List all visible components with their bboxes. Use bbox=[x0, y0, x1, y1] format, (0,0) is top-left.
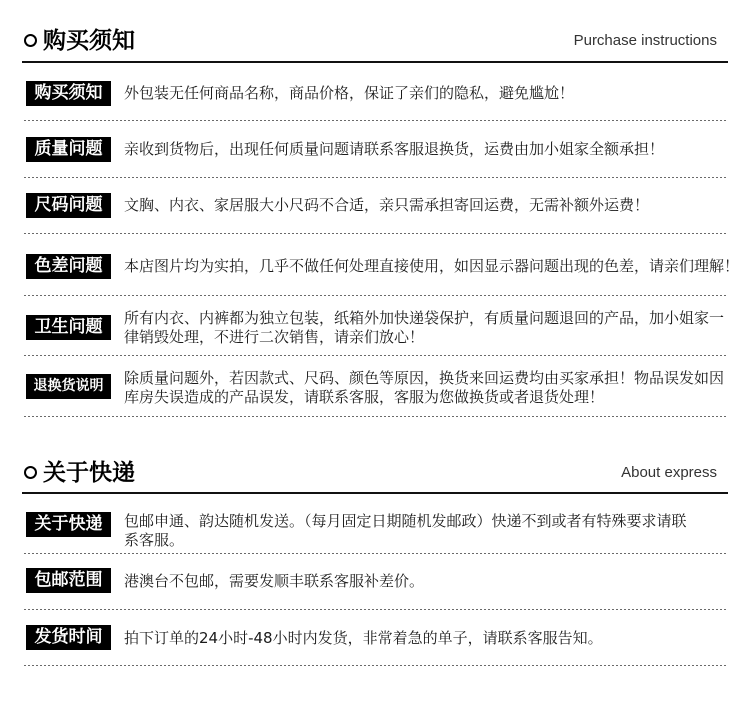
row-description bbox=[124, 512, 687, 550]
instruction-row bbox=[0, 568, 750, 590]
description-line: 律销毁处理，不进行二次销售，请亲们放心！ bbox=[124, 328, 425, 346]
description-line: 系客服。 bbox=[124, 531, 185, 549]
row-description bbox=[124, 196, 649, 215]
dotted-divider bbox=[24, 295, 728, 296]
instruction-row bbox=[0, 625, 750, 647]
description-line: 文胸、内衣、家居服大小尺码不合适，亲只需承担寄回运费，无需补额外运费！ bbox=[124, 196, 650, 214]
section-subtitle: About express bbox=[621, 464, 717, 481]
row-label: 关于快递 bbox=[26, 512, 111, 537]
row-label: 质量问题 bbox=[26, 137, 111, 162]
instruction-row bbox=[0, 193, 750, 215]
dotted-divider bbox=[24, 233, 728, 234]
instruction-row bbox=[0, 254, 750, 276]
section-title: 购买须知 bbox=[43, 28, 135, 54]
row-description bbox=[124, 369, 724, 407]
description-line: 外包装无任何商品名称，商品价格，保证了亲们的隐私，避免尴尬！ bbox=[124, 84, 575, 102]
instruction-row bbox=[0, 81, 750, 103]
row-description bbox=[124, 84, 574, 103]
instruction-row bbox=[0, 309, 750, 346]
instruction-row bbox=[0, 137, 750, 159]
row-label: 包邮范围 bbox=[26, 568, 111, 593]
description-line: 本店图片均为实拍，几乎不做任何处理直接使用，如因显示器问题出现的色差，请亲们理解！ bbox=[124, 257, 740, 275]
row-label: 卫生问题 bbox=[26, 315, 111, 340]
row-description bbox=[124, 257, 739, 276]
description-line: 亲收到货物后，出现任何质量问题请联系客服退换货，运费由加小姐家全额承担！ bbox=[124, 140, 665, 158]
dotted-divider bbox=[24, 416, 728, 417]
dotted-divider bbox=[24, 177, 728, 178]
circle-bullet-icon bbox=[24, 466, 37, 479]
dotted-divider bbox=[24, 355, 728, 356]
instruction-row bbox=[0, 369, 750, 406]
circle-bullet-icon bbox=[24, 34, 37, 47]
dotted-divider bbox=[24, 665, 728, 666]
dotted-divider bbox=[24, 609, 728, 610]
description-line: 所有内衣、内裤都为独立包装，纸箱外加快递袋保护，有质量问题退回的产品，加小姐家一 bbox=[124, 309, 725, 327]
description-line: 港澳台不包邮，需要发顺丰联系客服补差价。 bbox=[124, 572, 425, 590]
description-line: 除质量问题外，若因款式、尺码、颜色等原因，换货来回运费均由买家承担！物品误发如因 bbox=[124, 369, 725, 387]
row-description bbox=[124, 309, 724, 347]
description-line: 包邮申通、韵达随机发送。（每月固定日期随机发邮政）快递不到或者有特殊要求请联 bbox=[124, 512, 687, 530]
row-label: 尺码问题 bbox=[26, 193, 111, 218]
row-description bbox=[124, 572, 424, 591]
section-header-rule bbox=[22, 492, 728, 494]
row-label: 退换货说明 bbox=[26, 374, 111, 399]
row-description bbox=[124, 140, 664, 159]
row-description bbox=[124, 629, 603, 648]
section-subtitle: Purchase instructions bbox=[573, 32, 717, 49]
row-label: 色差问题 bbox=[26, 254, 111, 279]
dotted-divider bbox=[24, 553, 728, 554]
description-line: 库房失误造成的产品误发，请联系客服，客服为您做换货或者退货处理！ bbox=[124, 388, 605, 406]
row-label: 购买须知 bbox=[26, 81, 111, 106]
row-label: 发货时间 bbox=[26, 625, 111, 650]
description-line: 拍下订单的24小时-48小时内发货，非常着急的单子，请联系客服告知。 bbox=[124, 629, 603, 647]
section-header-rule bbox=[22, 61, 728, 63]
section-title: 关于快递 bbox=[43, 460, 135, 486]
instruction-row bbox=[0, 512, 750, 549]
dotted-divider bbox=[24, 120, 728, 121]
